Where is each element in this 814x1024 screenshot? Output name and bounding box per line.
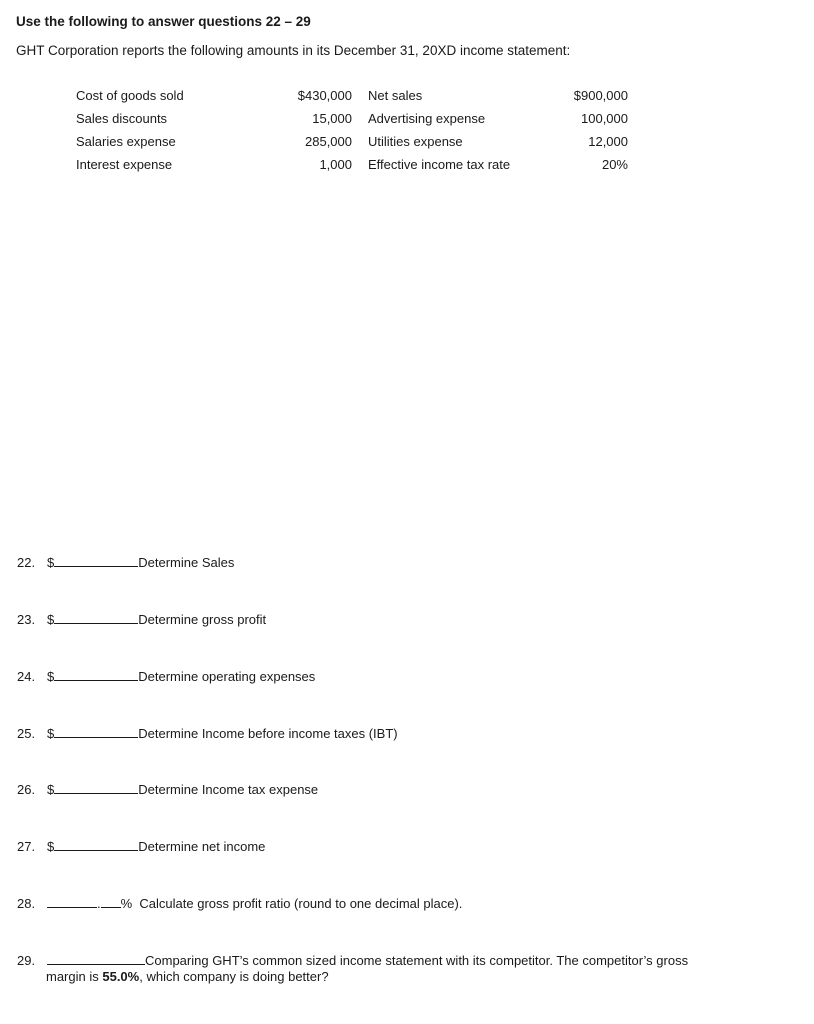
question-text: Calculate gross profit ratio (round to one decimal place). bbox=[139, 896, 463, 911]
question-number: 29. bbox=[17, 953, 36, 968]
question-text: Determine net income bbox=[138, 839, 266, 854]
decimal-point: . bbox=[97, 896, 101, 911]
item-label: Sales discounts bbox=[76, 111, 168, 126]
table-row bbox=[70, 84, 628, 107]
question-number: 22. bbox=[17, 555, 36, 570]
answer-blank-decimal[interactable] bbox=[101, 895, 121, 908]
question-23 bbox=[17, 611, 266, 627]
percent-sign: % bbox=[120, 896, 133, 911]
table-row bbox=[70, 107, 628, 130]
item-label: Cost of goods sold bbox=[76, 88, 184, 103]
question-text: margin is bbox=[46, 969, 103, 984]
item-label: Salaries expense bbox=[76, 134, 176, 149]
table-row bbox=[70, 153, 628, 176]
question-number: 23. bbox=[17, 612, 36, 627]
table-row bbox=[70, 130, 628, 153]
question-number: 28. bbox=[17, 896, 36, 911]
question-28 bbox=[17, 895, 462, 911]
item-amount: $430,000 bbox=[297, 88, 352, 103]
item-amount: 1,000 bbox=[319, 157, 352, 172]
dollar-sign: $ bbox=[47, 726, 55, 741]
dollar-sign: $ bbox=[47, 782, 55, 797]
item-label: Advertising expense bbox=[368, 111, 486, 126]
item-amount: 12,000 bbox=[588, 134, 628, 149]
question-text: Determine Income tax expense bbox=[138, 782, 319, 797]
answer-blank[interactable] bbox=[54, 838, 138, 851]
answer-blank[interactable] bbox=[54, 668, 138, 681]
income-statement-table bbox=[70, 84, 628, 176]
question-number: 24. bbox=[17, 669, 36, 684]
answer-blank[interactable] bbox=[54, 781, 138, 794]
question-text: Determine operating expenses bbox=[138, 669, 316, 684]
question-number: 27. bbox=[17, 839, 36, 854]
question-text: Determine Sales bbox=[138, 555, 235, 570]
question-text: Comparing GHT’s common sized income statement with its competitor. The competitor’s gross bbox=[145, 953, 689, 968]
dollar-sign: $ bbox=[47, 555, 55, 570]
question-22 bbox=[17, 554, 234, 570]
dollar-sign: $ bbox=[47, 839, 55, 854]
answer-blank[interactable] bbox=[54, 725, 138, 738]
question-text: , which company is doing better? bbox=[139, 969, 329, 984]
answer-blank[interactable] bbox=[54, 611, 138, 624]
item-amount: 15,000 bbox=[312, 111, 352, 126]
question-25 bbox=[17, 725, 398, 741]
answer-blank-whole[interactable] bbox=[47, 895, 97, 908]
item-amount: 20% bbox=[601, 157, 628, 172]
dollar-sign: $ bbox=[47, 612, 55, 627]
intro-text: GHT Corporation reports the following amounts in its December 31, 20XD income statement: bbox=[16, 43, 571, 58]
item-amount: 100,000 bbox=[581, 111, 628, 126]
item-amount: $900,000 bbox=[573, 88, 628, 103]
question-number: 25. bbox=[17, 726, 36, 741]
answer-blank[interactable] bbox=[54, 554, 138, 567]
item-label: Interest expense bbox=[76, 157, 173, 172]
question-29-continued bbox=[46, 969, 329, 984]
item-amount: 285,000 bbox=[305, 134, 352, 149]
question-text: Determine gross profit bbox=[138, 612, 267, 627]
item-label: Utilities expense bbox=[368, 134, 463, 149]
question-24 bbox=[17, 668, 315, 684]
competitor-margin: 55.0% bbox=[102, 969, 140, 984]
item-label: Effective income tax rate bbox=[368, 157, 511, 172]
question-number: 26. bbox=[17, 782, 36, 797]
item-label: Net sales bbox=[368, 88, 423, 103]
question-26 bbox=[17, 781, 318, 797]
question-text: Determine Income before income taxes (IBT) bbox=[138, 726, 398, 741]
question-27 bbox=[17, 838, 265, 854]
instructions-heading: Use the following to answer questions 22 – 29 bbox=[16, 14, 311, 29]
question-29 bbox=[17, 952, 688, 968]
answer-blank[interactable] bbox=[47, 952, 145, 965]
dollar-sign: $ bbox=[47, 669, 55, 684]
